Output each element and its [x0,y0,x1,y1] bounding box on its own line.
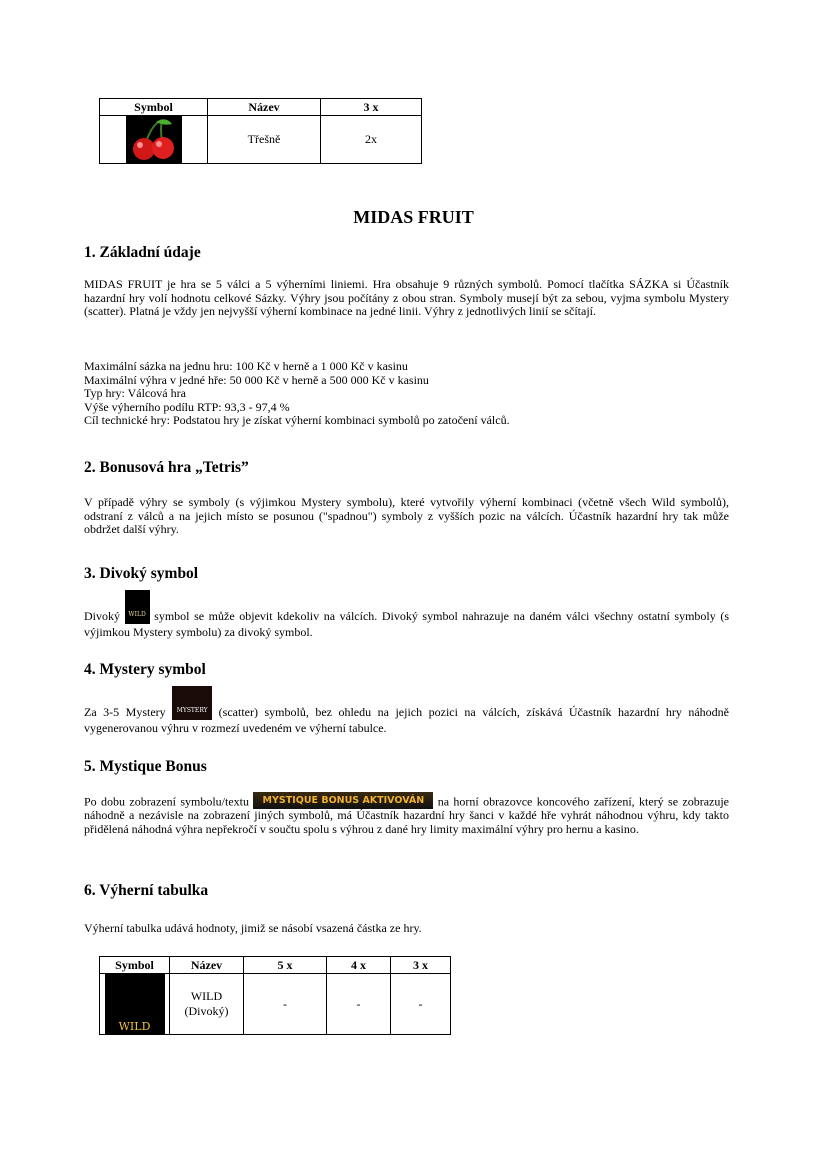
text: Po dobu zobrazení symbolu/textu [84,794,250,809]
page-title: MIDAS FRUIT [353,207,474,227]
text: (scatter) symbolů, bez ohledu na jejich pozici na válcích, získává Účastník hazardní hry náhodně vygenerovanou výhru v rozmezí uvedeném ve výherní tabulce. [84,705,730,735]
col-header: Symbol [100,957,170,974]
section-paragraph [84,686,729,736]
section-paragraph [84,590,729,640]
top-symbol-table [99,98,422,164]
payout-3x: - [391,974,451,1035]
symbol-name: Třešně [208,116,321,164]
text: Za 3-5 Mystery [84,705,166,719]
name-line: (Divoký) [184,1004,229,1018]
section-paragraph [84,792,729,836]
table-row [100,116,422,164]
mystique-bonus-banner: MYSTIQUE BONUS AKTIVOVÁN [253,792,433,809]
payout-5x: - [244,974,327,1035]
image-label: WILD [118,1020,151,1033]
section-heading: 3. Divoký symbol [84,565,199,582]
fact-max-win: Maximální výhra v jedné hře: 50 000 Kč v herně a 500 000 Kč v kasinu [84,372,429,387]
section-heading: 2. Bonusová hra „Tetris” [84,459,249,476]
payout-3x: 2x [321,116,422,164]
section-heading: 1. Základní údaje [84,244,201,261]
section-heading: 5. Mystique Bonus [84,758,207,775]
col-header: 3 x [391,957,451,974]
text: Divoký [84,609,120,623]
section-heading: 6. Výherní tabulka [84,882,209,899]
fact-rtp: Výše výherního podílu RTP: 93,3 - 97,4 % [84,399,290,414]
facts-list [84,360,729,428]
section-heading: 4. Mystery symbol [84,661,206,678]
image-label: WILD [128,611,146,618]
wild-symbol-icon [125,590,150,624]
fact-max-bet: Maximální sázka na jednu hru: 100 Kč v herně a 1 000 Kč v kasinu [84,359,408,373]
fact-goal: Cíl technické hry: Podstatou hry je získat výherní kombinaci symbolů po zatočení válců. [84,413,510,428]
text: na horní obrazovce koncového zařízení, který se zobrazuje náhodně a nezávisle na zobrazení jiných symbolů, má Účastník hazardní hry šanci v každé hře vyhrát náhodnou výhru, kdy takto přidělená náhodná výhra nepřekročí v součtu spolu s výhrou z dané hry limity maximální výhry pro hernu a kasino. [84,794,730,836]
fact-game-type: Typ hry: Válcová hra [84,386,186,401]
col-header: Název [208,99,321,116]
wild-symbol-icon [105,974,165,1034]
col-header: 3 x [321,99,422,116]
mystery-symbol-icon [172,686,212,720]
section-paragraph: V případě výhry se symboly (s výjimkou Mystery symbolu), které vytvořily výherní kombinaci (včetně všech Wild symbolů), odstraní z válců a na jejich místo se posunou ("spadnou") symboly z vyšších pozic na válcích. Účastník hazardní hry tak může obdržet další výhry. [84,495,729,537]
col-header: Název [170,957,244,974]
section-paragraph: MIDAS FRUIT je hra se 5 válci a 5 výherními liniemi. Hra obsahuje 9 různých symbolů. Pomocí tlačítka SÁZKA si Účastník hazardní hry volí hodnotu celkové Sázky. Výhry jsou počítány z obou stran. Symboly musejí být za sebou, vyjma symbolu Mystery (scatter). Platná je vždy jen nejvyšší výherní kombinace na jedné linii. Výhry z jednotlivých linií se sčítají. [84,277,729,319]
cherry-icon [126,116,182,163]
table-row [100,974,451,1035]
section-paragraph: Výherní tabulka udává hodnoty, jimiž se násobí vsazená částka ze hry. [84,921,422,935]
symbol-name [170,974,244,1035]
col-header: Symbol [100,99,208,116]
col-header: 5 x [244,957,327,974]
text: symbol se může objevit kdekoliv na válcích. Divoký symbol nahrazuje na daném válci všechny ostatní symboly (s výjimkou Mystery symbolu) za divoký symbol. [84,609,730,639]
pay-table [99,956,451,1035]
payout-4x: - [327,974,391,1035]
col-header: 4 x [327,957,391,974]
name-line: WILD [190,989,223,1003]
image-label: MYSTERY [176,707,208,714]
